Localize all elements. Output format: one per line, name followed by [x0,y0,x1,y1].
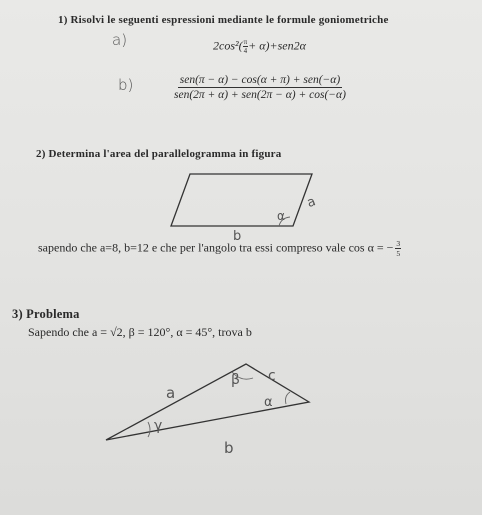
expression-b [172,74,348,101]
parallelogram-label-a: a [305,194,318,212]
triangle-angle-arc-gamma [148,422,150,437]
triangle-figure [100,360,320,460]
parallelogram-label-alpha: α [277,209,285,223]
exercise-2-fraction [395,239,401,258]
exercise-3-heading: 3) Problema [12,307,80,321]
parallelogram-label-b: b [233,229,242,244]
triangle-label-c: c [268,368,276,384]
triangle-shape [106,364,309,440]
expression-b-numerator: sen(π − α) − cos(α + π) + sen(−α) [179,74,341,86]
expression-b-fraction [172,74,348,101]
expression-a-suffix: + α)+sen2α [248,38,306,53]
triangle-label-b: b [224,439,234,457]
triangle-label-alpha: α [264,395,273,410]
exercise-2-heading: 2) Determina l'area del parallelogramma in figura [36,148,282,160]
mark-b: b) [118,76,134,94]
exercise-3-statement: Sapendo che a = √2, β = 120°, α = 45°, trova b [28,325,252,339]
expression-a-fraction-num: π [243,38,248,46]
expression-b-denominator: sen(2π + α) + sen(2π − α) + cos(−α) [174,89,346,101]
exercise-2-statement [38,239,401,258]
triangle-label-gamma: γ [154,418,163,434]
exercise-2-fraction-num: 3 [396,239,401,248]
exercise-2-fraction-den: 5 [396,249,401,258]
triangle-label-beta: β [231,372,240,388]
exercise-2-statement-text: sapendo che a=8, b=12 e che per l'angolo tra essi compreso vale cos α = − [38,240,394,255]
triangle-label-a: a [166,384,176,402]
expression-a-fraction-den: 4 [243,47,248,55]
mark-a: a) [112,31,128,49]
expression-a-prefix: 2cos²( [213,38,243,53]
exercise-1-heading: 1) Risolvi le seguenti espressioni mediante le formule goniometriche [58,14,389,26]
expression-a [213,38,306,55]
parallelogram-figure [160,168,340,248]
triangle-angle-arc-alpha [286,392,291,404]
parallelogram-shape [171,174,312,226]
